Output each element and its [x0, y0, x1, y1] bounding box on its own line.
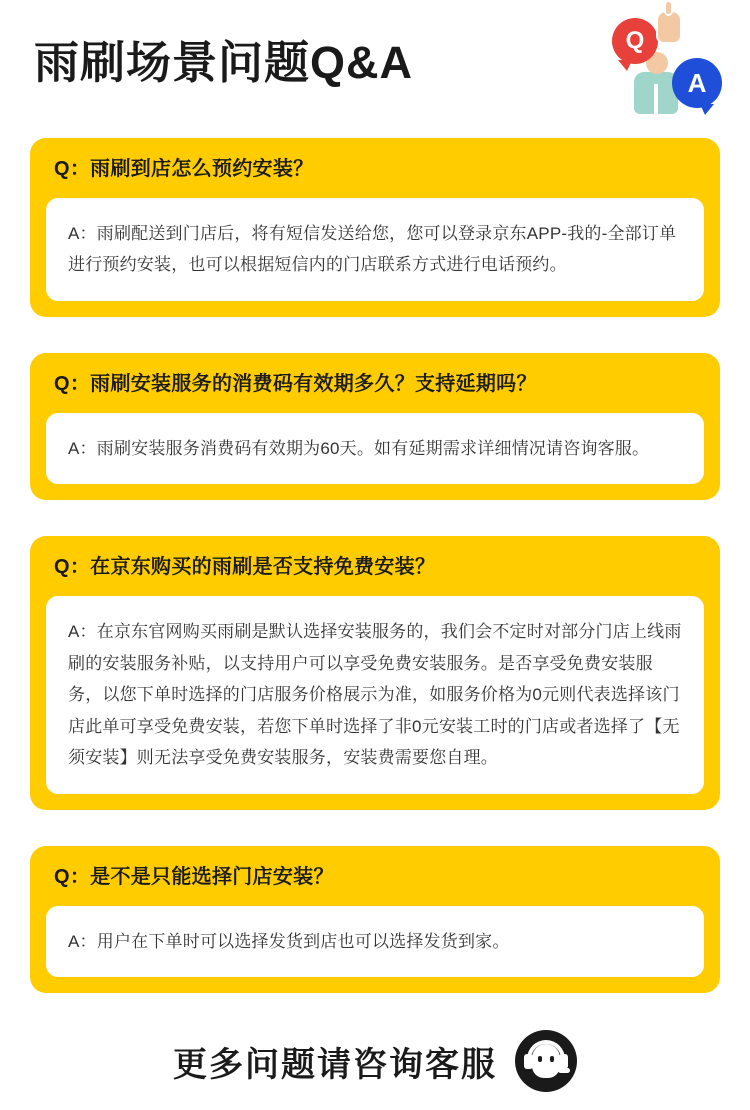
- headset-icon[interactable]: [515, 1030, 577, 1092]
- pointing-hand-icon: [656, 10, 682, 44]
- title-underline: [34, 92, 546, 101]
- page-title: [34, 36, 413, 90]
- headset-eye-left-icon: [538, 1056, 542, 1062]
- qa-mascot-graphic: [604, 8, 724, 118]
- faq-list: [0, 130, 750, 993]
- headset-face-icon: [532, 1044, 560, 1078]
- faq-answer: A：在京东官网购买雨刷是默认选择安装服务的，我们会不定时对部分门店上线雨刷的安装服务补贴，以支持用户可以享受免费安装服务。是否享受免费安装服务，以您下单时选择的门店服务价格展示为准，如服务价格为0元则代表选择该门店此单可享受免费安装，若您下单时选择了非0元安装工时的门店或者选择了【无须安装】则无法享受免费安装服务，安装费需要您自理。: [46, 596, 704, 793]
- speech-bubble-a-icon: A: [672, 58, 722, 108]
- headset-earcup-left-icon: [524, 1054, 533, 1069]
- faq-question: Q：雨刷安装服务的消费码有效期多久？支持延期吗？: [54, 372, 537, 395]
- footer-contact-service[interactable]: [0, 1030, 750, 1092]
- faq-item[interactable]: [30, 353, 720, 500]
- headset-earcup-right-icon: [559, 1054, 568, 1069]
- faq-item[interactable]: [30, 536, 720, 809]
- faq-answer: A：用户在下单时可以选择发货到店也可以选择发货到家。: [46, 906, 704, 977]
- faq-item[interactable]: [30, 138, 720, 317]
- headset-eye-right-icon: [550, 1056, 554, 1062]
- page-title-latin: Q&A: [310, 37, 414, 88]
- page-header: [0, 0, 750, 130]
- faq-answer: A：雨刷安装服务消费码有效期为60天。如有延期需求详细情况请咨询客服。: [46, 413, 704, 484]
- faq-question: Q：在京东购买的雨刷是否支持免费安装？: [54, 556, 436, 579]
- faq-item[interactable]: [30, 846, 720, 993]
- faq-question: Q：雨刷到店怎么预约安装？: [54, 158, 314, 180]
- footer-text: 更多问题请咨询客服: [173, 1045, 497, 1084]
- headset-mic-icon: [558, 1068, 570, 1073]
- speech-bubble-q-icon: Q: [612, 18, 658, 64]
- faq-question: Q：是不是只能选择门店安装？: [54, 865, 334, 888]
- page-title-main: 雨刷场景问题: [34, 37, 311, 88]
- faq-answer: A：雨刷配送到门店后，将有短信发送给您，您可以登录京东APP-我的-全部订单进行预约安装，也可以根据短信内的门店联系方式进行电话预约。: [46, 198, 704, 301]
